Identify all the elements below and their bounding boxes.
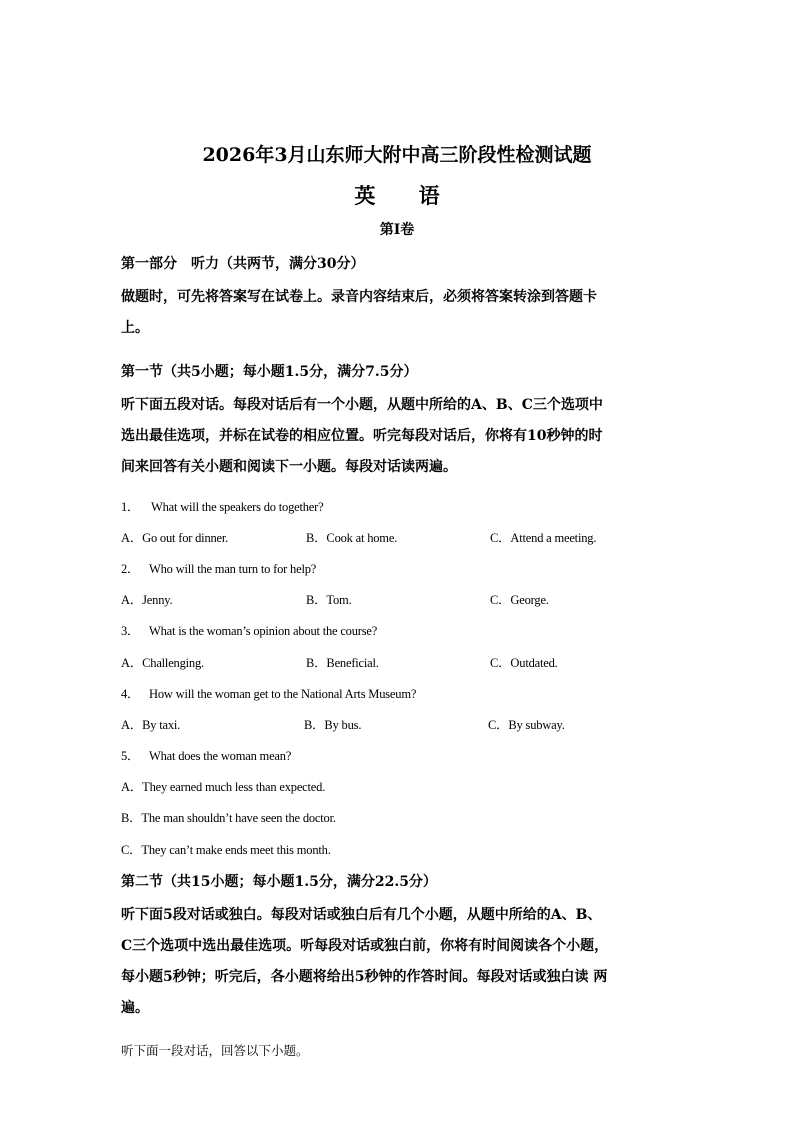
option-c: C．George. [490,593,549,607]
section2-heading: 第二节（共15小题；每小题1.5分，满分22.5分） [121,874,437,890]
part1-heading: 第一部分 听力（共两节，满分30分） [121,256,365,272]
option-a: A．Jenny. [121,593,173,607]
option-b: B．The man shouldn’t have seen the doctor. [121,811,336,825]
option-c: C．They can’t make ends meet this month. [121,843,331,857]
option-b: B．Beneficial. [306,656,379,670]
section2-instruction-line4: 遍。 [121,1000,149,1016]
section1-instruction-line2: 选出最佳选项，并标在试卷的相应位置。听完每段对话后，你将有10秒钟的时 [121,428,603,444]
section1-heading: 第一节（共5小题；每小题1.5分，满分7.5分） [121,364,418,380]
question-text: How will the woman get to the National Arts Museum? [149,687,417,701]
question-number: 2． [121,562,140,576]
question-text: What is the woman’s opinion about the course? [149,624,378,638]
subject-heading: 英 语 [354,183,458,208]
volume-label: 第I卷 [379,222,415,238]
question-number: 5． [121,749,140,763]
question-number: 3． [121,624,140,638]
question-text: What does the woman mean? [149,749,292,763]
option-c: C．By subway. [488,718,565,732]
section1-instruction-line1: 听下面五段对话。每段对话后有一个小题，从题中所给的A、B、C三个选项中 [121,397,603,413]
question-number: 1． [121,500,140,514]
option-c: C．Attend a meeting. [490,531,597,545]
option-b: B．Tom. [306,593,352,607]
question-number: 4． [121,687,140,701]
exam-title: 2026年3月山东师大附中高三阶段性检测试题 [202,144,592,166]
section2-instruction-line3: 每小题5秒钟；听完后，各小题将给出5秒钟的作答时间。每段对话或独白读 两 [121,969,608,985]
option-a: A．They earned much less than expected. [121,780,326,794]
option-b: B．Cook at home. [306,531,398,545]
section2-instruction-line1: 听下面5段对话或独白。每段对话或独白后有几个小题，从题中所给的A、B、 [121,907,602,923]
part1-instruction-line1: 做题时，可先将答案写在试卷上。录音内容结束后，必须将答案转涂到答题卡 [121,289,597,305]
option-c: C．Outdated. [490,656,558,670]
question-text: Who will the man turn to for help? [149,562,317,576]
option-b: B．By bus. [304,718,362,732]
section1-instruction-line3: 间来回答有关小题和阅读下一小题。每段对话读两遍。 [121,459,457,475]
option-a: A．Challenging. [121,656,204,670]
part1-instruction-line2: 上。 [121,320,149,336]
section2-instruction-line2: C三个选项中选出最佳选项。听每段对话或独白前，你将有时间阅读各个小题， [121,938,609,954]
option-a: A．Go out for dinner. [121,531,229,545]
question-text: What will the speakers do together? [151,500,324,514]
option-a: A．By taxi. [121,718,181,732]
dialogue-note: 听下面一段对话，回答以下小题。 [121,1043,309,1058]
